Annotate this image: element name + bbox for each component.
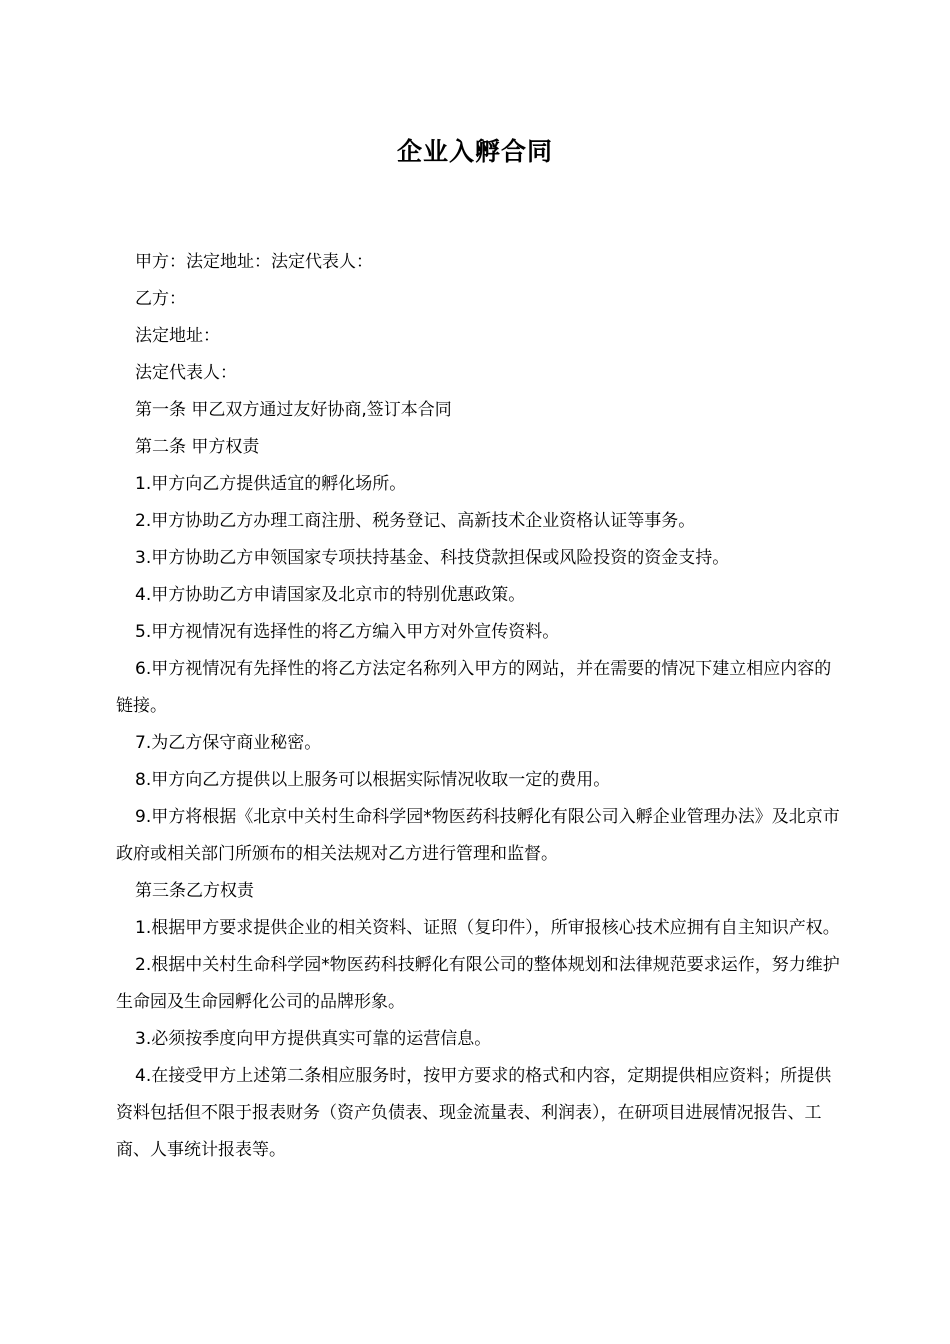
article-three-item: 1.根据甲方要求提供企业的相关资料、证照（复印件），所审报核心技术应拥有自主知识产权。 xyxy=(135,918,840,938)
article-two-item: 5.甲方视情况有选择性的将乙方编入甲方对外宣传资料。 xyxy=(135,622,560,642)
party-a-line: 甲方：法定地址：法定代表人： xyxy=(135,252,373,272)
article-two-item: 6.甲方视情况有先择性的将乙方法定名称列入甲方的网站，并在需要的情况下建立相应内容的链接。 xyxy=(116,659,832,716)
article-two-item: 2.甲方协助乙方办理工商注册、税务登记、高新技术企业资格认证等事务。 xyxy=(135,511,696,531)
article-two-item: 8.甲方向乙方提供以上服务可以根据实际情况收取一定的费用。 xyxy=(135,770,611,790)
legal-representative-line: 法定代表人： xyxy=(135,363,237,383)
document-title: 企业入孵合同 xyxy=(396,137,553,166)
article-three-item: 4.在接受甲方上述第二条相应服务时，按甲方要求的格式和内容，定期提供相应资料；所提供资料包括但不限于报表财务（资产负债表、现金流量表、利润表），在研项目进展情况报告、工商、人事统计报表等。 xyxy=(116,1066,832,1160)
document-body xyxy=(116,244,840,1169)
article-three-item: 2.根据中关村生命科学园*物医药科技孵化有限公司的整体规划和法律规范要求运作，努力维护生命园及生命园孵化公司的品牌形象。 xyxy=(116,955,840,1012)
article-two-item: 3.甲方协助乙方申领国家专项扶持基金、科技贷款担保或风险投资的资金支持。 xyxy=(135,548,730,568)
article-three-item: 3.必须按季度向甲方提供真实可靠的运营信息。 xyxy=(135,1029,492,1049)
article-two-item: 4.甲方协助乙方申请国家及北京市的特别优惠政策。 xyxy=(135,585,526,605)
article-two-item: 7.为乙方保守商业秘密。 xyxy=(135,733,322,753)
legal-address-line: 法定地址： xyxy=(135,326,220,346)
article-two-item: 1.甲方向乙方提供适宜的孵化场所。 xyxy=(135,474,407,494)
party-b-line: 乙方： xyxy=(135,289,186,309)
article-three-heading: 第三条乙方权责 xyxy=(135,881,254,901)
article-one: 第一条 甲乙双方通过友好协商,签订本合同 xyxy=(135,400,452,420)
article-two-item: 9.甲方将根据《北京中关村生命科学园*物医药科技孵化有限公司入孵企业管理办法》及北京市政府或相关部门所颁布的相关法规对乙方进行管理和监督。 xyxy=(116,807,840,864)
article-two-heading: 第二条 甲方权责 xyxy=(135,437,260,457)
